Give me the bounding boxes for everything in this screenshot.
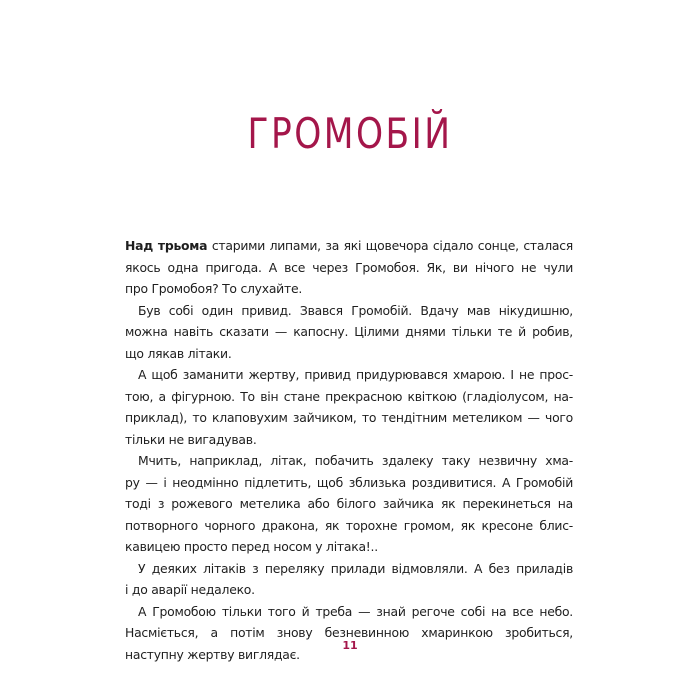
story-text [125,235,573,665]
text-line: тільки не вигадував. [125,431,257,447]
page-number: 11 [342,639,358,652]
paragraph [125,235,573,300]
lead-in-bold: Над трьома [125,238,208,253]
text-line: кавицею просто перед носом у літака!.. [125,539,378,554]
text-line: наступну жертву виглядає. [125,646,300,662]
text-line: Насміється, а потім знову безневинною хмаринкою зробиться, [125,625,573,640]
text-line: тоді з рожевого метелика або білого зайчика як перекинеться на [125,496,573,511]
text-line: про Громобоя? То слухайте. [125,281,303,296]
text-line: Був собі один привид. Звався Громобій. Вдачу мав нікудишню, [138,302,573,318]
text-line: Мчить, наприклад, літак, побачить здалеку таку незвичну хма- [138,453,573,468]
chapter-title: ГРОМОБІЙ [247,109,453,158]
text-line: і до аварії недалеко. [125,582,255,597]
text-line: потворного чорного дракона, як торохне громом, як кресоне блис- [125,517,573,533]
paragraph [125,364,573,450]
paragraph [125,601,573,666]
text-line: якось одна пригода. А все через Громобоя. Як, ви нічого не чули [125,259,573,275]
text-line: що лякав літаки. [125,345,232,361]
text-line: приклад), то клаповухим зайчиком, то тендітним метеликом — чого [125,410,573,425]
text-line: Над трьома старими липами, за які щовечора сідало сонце, сталася [125,238,573,253]
text-line: ру — і неодмінно підлетить, щоб зблизька роздивитися. А Громобій [125,474,573,490]
text-line: А щоб заманити жертву, привид придурювався хмарою. І не прос- [138,367,573,382]
paragraph [125,450,573,558]
paragraph [125,300,573,365]
text-line: тою, а фігурною. То він стане прекрасною квіткою (гладіолусом, на- [125,388,573,404]
paragraph [125,558,573,601]
text-line: У деяких літаків з переляку прилади відмовляли. А без приладів [138,560,573,576]
text-line: А Громобою тільки того й треба — знай регоче собі на все небо. [138,603,573,619]
text-line: можна навіть сказати — капосну. Цілими днями тільки те й робив, [125,324,573,339]
